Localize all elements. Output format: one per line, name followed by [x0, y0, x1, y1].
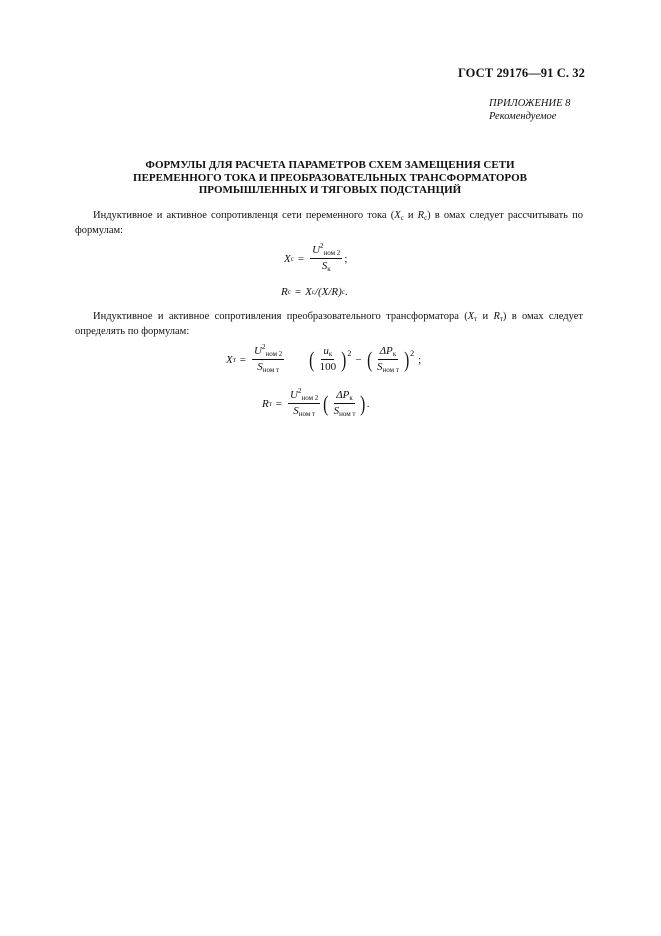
fraction: $\frac{U^2_{ном 2}}{S_{ном т}}$ — [290, 387, 319, 418]
title-line-3: ПРОМЫШЛЕННЫХ И ТЯГОВЫХ ПОДСТАНЦИЙ — [198, 184, 462, 196]
title-line-1: ФОРМУЛЫ ДЛЯ РАСЧЕТА ПАРАМЕТРОВ СХЕМ ЗАМЕЩЕНИЯ СЕТИ — [145, 159, 515, 171]
document-title — [90, 159, 570, 197]
fraction: $\frac{U^2_{ном 2}}{S_к}$ — [312, 242, 341, 273]
formula-xt: X т = $\frac{U^2_{ном 2}}{S_{ном т}}$ ( $\frac{u_к}{100}$ ) 2 − ( $\frac{\Delta P_к}{S_{ном т}}$ ) 2 ; — [226, 343, 422, 374]
fraction: $\frac{\Delta P_к}{S_{ном т}}$ — [376, 345, 399, 374]
annex-block — [489, 97, 570, 123]
formula-rc: R с = X с /(X/R) с . — [281, 286, 348, 298]
fraction: $\frac{U^2_{ном 2}}{S_{ном т}}$ — [254, 343, 283, 374]
title-line-2: ПЕРЕМЕННОГО ТОКА И ПРЕОБРАЗОВАТЕЛЬНЫХ ТРАНСФОРМАТОРОВ — [133, 171, 527, 184]
formula-xc: X с = $\frac{U^2_{ном 2}}{S_к}$ ; — [284, 242, 348, 273]
fraction: $\frac{\Delta P_к}{S_{ном т}}$ — [333, 389, 356, 418]
annex-status: Рекомендуемое — [489, 111, 557, 122]
annex-label: ПРИЛОЖЕНИЕ 8 — [489, 98, 571, 109]
formula-rt: R т = $\frac{U^2_{ном 2}}{S_{ном т}}$ ( $\frac{\Delta P_к}{S_{ном т}}$ ) . — [262, 387, 370, 418]
fraction: $\frac{u_к}{100}$ — [319, 345, 337, 373]
paragraph-transformer: Индуктивное и активное сопротивления преобразовательного трансформатора ($X_т$ и $R_т$) в омах следует определять по формулам: — [75, 311, 583, 337]
page-header: ГОСТ 29176—91 С. 32 — [457, 66, 585, 80]
paragraph-network: Индуктивное и активное сопротивленця сети переменного тока ($X_с$ и $R_с$) в омах следует рассчитывать по формулам: — [75, 210, 583, 236]
